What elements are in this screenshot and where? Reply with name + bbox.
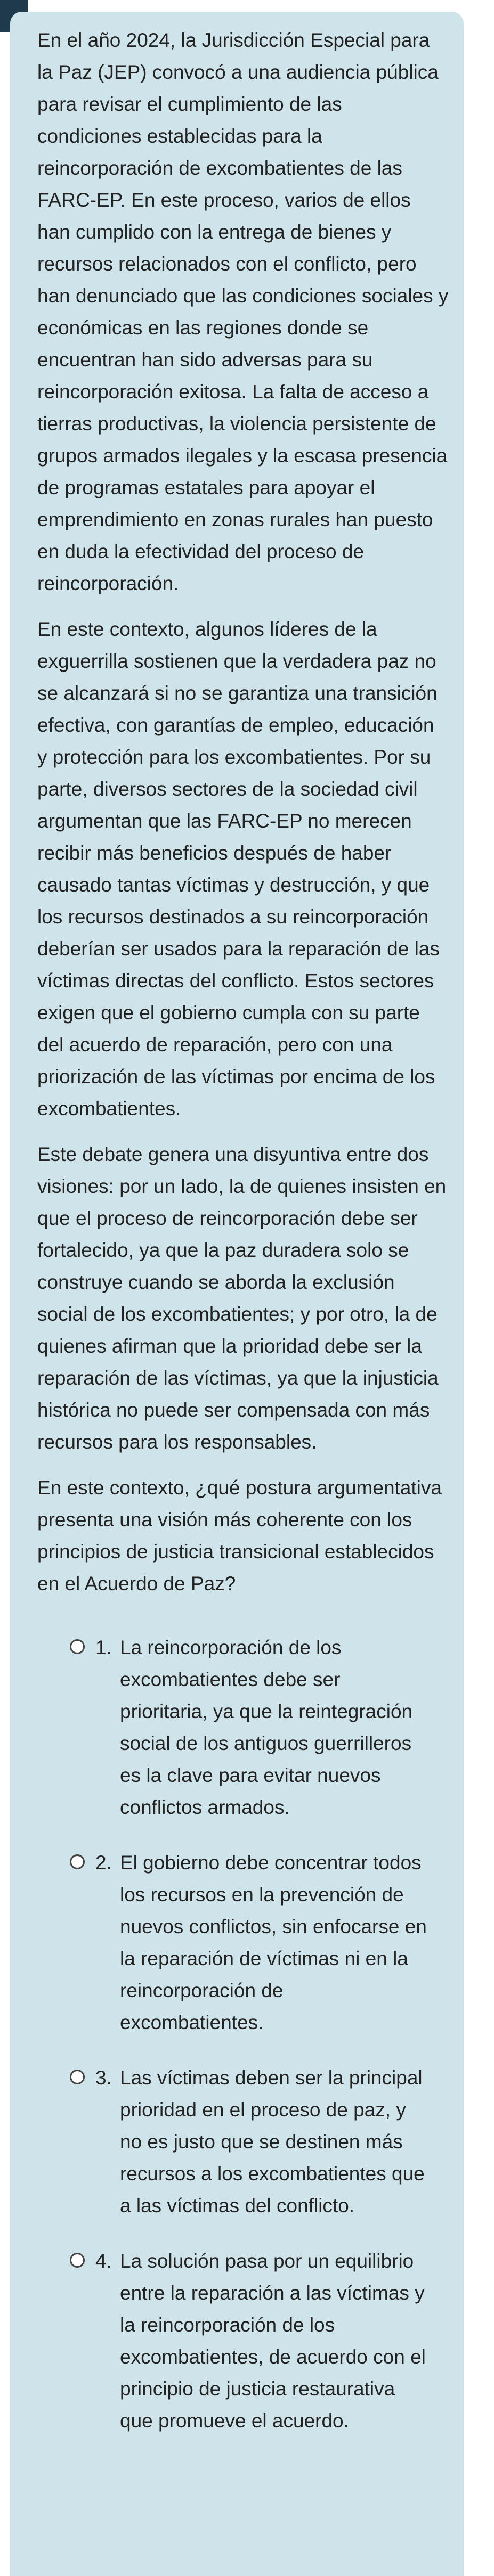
answer-option-2[interactable] xyxy=(37,1847,449,2039)
answer-option-1[interactable] xyxy=(37,1632,449,1823)
option-text: La solución pasa por un equilibrio entre la reparación a las víctimas y la reincorporación de los excombatientes, de acuerdo con el principio de justicia restaurativa que promueve el acuerdo. xyxy=(120,2250,426,2432)
answer-option-3[interactable] xyxy=(37,2062,449,2222)
option-number: 1. xyxy=(95,1637,112,1658)
option-text: Las víctimas deben ser la principal prioridad en el proceso de paz, y no es justo que se destinen más recursos a los excombatientes que a las víctimas del conflicto. xyxy=(120,2067,425,2217)
option-text: La reincorporación de los excombatientes debe ser prioritaria, ya que la reintegración social de los antiguos guerrilleros es la clave para evitar nuevos conflictos armados. xyxy=(120,1637,413,1818)
option-number: 4. xyxy=(95,2250,112,2272)
radio-button-2[interactable] xyxy=(70,1854,85,1869)
answer-option-4[interactable] xyxy=(37,2245,449,2437)
radio-button-1[interactable] xyxy=(70,1639,85,1654)
option-text: El gobierno debe concentrar todos los recursos en la prevención de nuevos conflictos, sin enfocarse en la reparación de víctimas ni en la reincorporación de excombatientes. xyxy=(120,1852,427,2033)
answer-options xyxy=(37,1632,449,2437)
question-text: En este contexto, ¿qué postura argumentativa presenta una visión más coherente con los principios de justicia transicional establecidos en el Acuerdo de Paz? xyxy=(37,1477,442,1594)
option-number: 3. xyxy=(95,2067,112,2089)
radio-button-3[interactable] xyxy=(70,2070,85,2084)
passage-paragraph-3: Este debate genera una disyuntiva entre dos visiones: por un lado, la de quienes insisten en que el proceso de reincorporación debe ser fortalecido, ya que la paz duradera solo se construye cuando se aborda la exclusión social de los excombatientes; y por otro, la de quienes afirman que la prioridad debe ser la reparación de las víctimas, ya que la injusticia histórica no puede ser compensada con más recursos para los responsables. xyxy=(37,1143,447,1453)
question-card xyxy=(10,12,464,2576)
passage-paragraph-1: En el año 2024, la Jurisdicción Especial para la Paz (JEP) convocó a una audiencia pública para revisar el cumplimiento de las condiciones establecidas para la reincorporación de excombatientes de las FARC-EP. En este proceso, varios de ellos han cumplido con la entrega de bienes y recursos relacionados con el conflicto, pero han denunciado que las condiciones sociales y económicas en las regiones donde se encuentran han sido adversas para su reincorporación exitosa. La falta de acceso a tierras productivas, la violencia persistente de grupos armados ilegales y la escasa presencia de programas estatales para apoyar el emprendimiento en zonas rurales han puesto en duda la efectividad del proceso de reincorporación. xyxy=(37,29,449,594)
option-number: 2. xyxy=(95,1852,112,1874)
radio-button-4[interactable] xyxy=(70,2253,85,2268)
passage-paragraph-2: En este contexto, algunos líderes de la exguerrilla sostienen que la verdadera paz no se alcanzará si no se garantiza una transición efectiva, con garantías de empleo, educación y protección para los excombatientes. Por su parte, diversos sectores de la sociedad civil argumentan que las FARC-EP no merecen recibir más beneficios después de haber causado tantas víctimas y destrucción, y que los recursos destinados a su reincorporación deberían ser usados para la reparación de las víctimas directas del conflicto. Estos sectores exigen que el gobierno cumpla con su parte del acuerdo de reparación, pero con una priorización de las víctimas por encima de los excombatientes. xyxy=(37,618,440,1119)
